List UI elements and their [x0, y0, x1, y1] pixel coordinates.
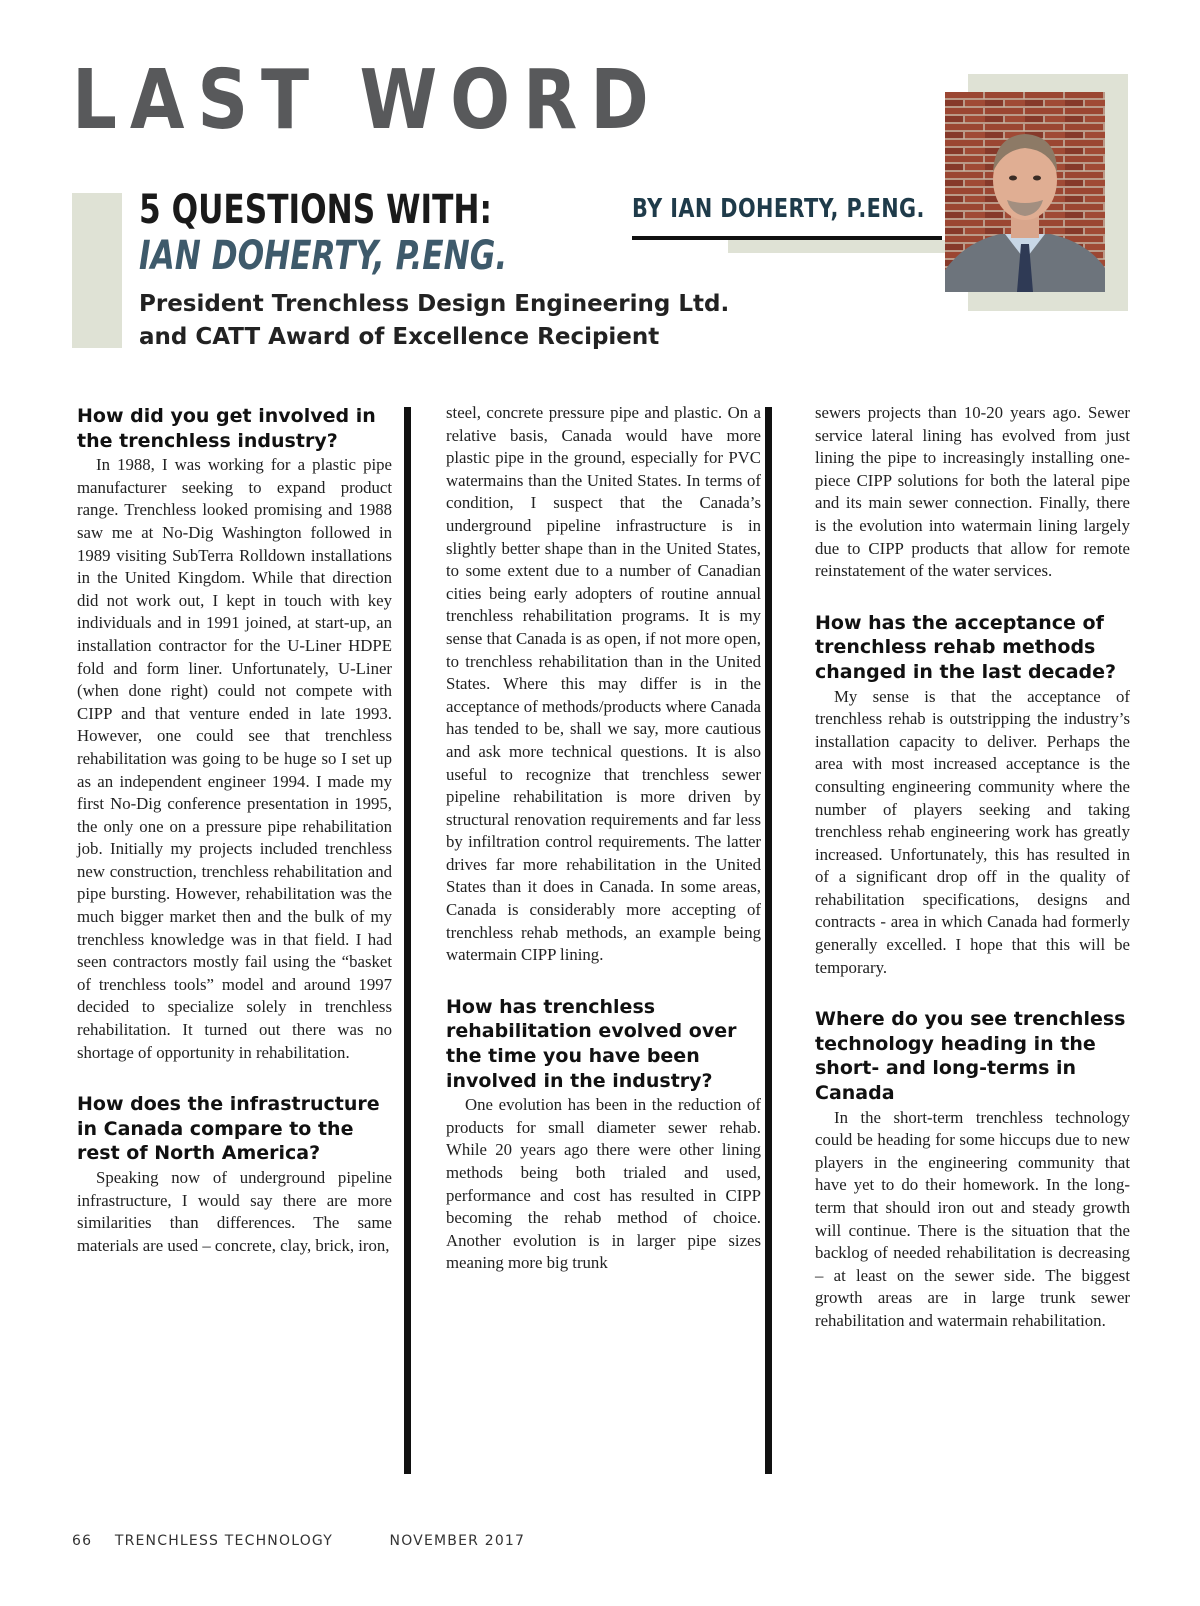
answer-paragraph: Speaking now of underground pipeline infrastructure, I would say there are more similarities than differences. The same materials are used – concrete, clay, brick, iron, [77, 1168, 392, 1255]
title-accent-bar [72, 193, 122, 348]
article-subtitle [139, 288, 779, 354]
question-heading: How does the infrastructure in Canada compare to the rest of North America? [77, 1093, 380, 1165]
question-heading: How did you get involved in the trenchless industry? [77, 405, 376, 452]
answer-paragraph: My sense is that the acceptance of trenchless rehab is outstripping the industry’s installation capacity to deliver. Perhaps the area with most increased acceptance is the consulting engineering community where the number of players seeking and taking trenchless rehab engineering work has greatly increased. Unfortunately, this has resulted in of a significant drop off in the quality of rehabilitation specifications, designs and contracts - area in which Canada had formerly generally excelled. I hope that this will be temporary. [815, 686, 1130, 977]
byline: BY IAN DOHERTY, P.ENG. [632, 194, 925, 224]
publication-name: TRENCHLESS TECHNOLOGY [114, 1533, 334, 1549]
byline-rule [632, 236, 942, 240]
column-divider [765, 407, 772, 1474]
answer-paragraph: In 1988, I was working for a plastic pipe manufacturer seeking to expand product range. Trenchless looked promising and 1988 saw me at No-Dig Washington followed in 1989 visiting SubTerra Rolldown installations in the United Kingdom. While that direction did not work out, I kept in touch with key individuals and in 1991 joined, at start-up, an installation contractor for the U-Liner HDPE fold and form liner. Unfortunately, U-Liner (when done right) could not compete with CIPP and that venture ended in late 1993. However, one could see that trenchless rehabilitation was going to be huge so I set up as an independent engineer 1994. I made my first No-Dig conference presentation in 1995, the only one on a pressure pipe rehabilitation job. Initially my projects included trenchless new construction, trenchless rehabilitation and pipe bursting. However, rehabilitation was the much bigger market then and the bulk of my trenchless knowledge was in that field. I had seen contractors mostly fail using the “basket of trenchless tools” model and around 1997 decided to specialize solely in trenchless rehabilitation. It turned out there was no shortage of opportunity in rehabilitation. [77, 455, 392, 1062]
author-portrait-photo [945, 92, 1105, 292]
page-footer [72, 1533, 525, 1549]
answer-paragraph: In the short-term trenchless technology could be heading for some hiccups due to new players in the engineering community that have yet to do their homework. In the long-term that should iron out and steady growth will continue. There is the situation that the backlog of needed rehabilitation is decreasing – at least on the sewer side. The biggest growth areas are in large trunk sewer rehabilitation and watermain rehabilitation. [815, 1107, 1130, 1330]
answer-paragraph-continued: sewers projects than 10-20 years ago. Sewer service lateral lining has evolved from just lining the pipe to increasingly installing one-piece CIPP solutions for both the lateral pipe and its main sewer connection. Finally, there is the evolution into watermain lining largely due to CIPP products that allow for remote reinstatement of the water services. [815, 403, 1130, 581]
question-heading: Where do you see trenchless technology heading in the short- and long-terms in Canada [815, 1008, 1126, 1105]
answer-paragraph: One evolution has been in the reduction of products for small diameter sewer rehab. While 20 years ago there were other lining methods being both trialed and used, performance and cost has resulted in CIPP becoming the rehab method of choice. Another evolution is in larger pipe sizes meaning more big trunk [446, 1095, 761, 1273]
author-portrait-illustration [945, 92, 1105, 292]
photo-frame-panel-extension [728, 240, 968, 253]
text-column-3 [815, 402, 1130, 1333]
text-column-2 [446, 402, 761, 1275]
text-column-1 [77, 402, 392, 1257]
answer-paragraph-continued: steel, concrete pressure pipe and plastic. On a relative basis, Canada would have more plastic pipe in the ground, especially for PVC watermains than the United States. In terms of condition, I suspect that the Canada’s underground pipeline infrastructure is in slightly better shape than in the United States, to some extent due to a number of Canadian cities being early adopters of routine annual trenchless rehabilitation programs. It is my sense that Canada is as open, if not more open, to trenchless rehabilitation than in the United States. Where this may differ is in the acceptance of methods/products where Canada has tended to be, shall we say, more cautious and ask more technical questions. It is also useful to recognize that trenchless sewer pipeline rehabilitation is more driven by structural renovation requirements and far less by infiltration control requirements. The latter drives far more rehabilitation in the United States than it does in Canada. In some areas, Canada is considerably more accepting of trenchless rehab methods, an example being watermain CIPP lining. [446, 403, 761, 965]
article-title-name: IAN DOHERTY, P.ENG. [139, 233, 508, 279]
question-heading: How has trenchless rehabilitation evolved over the time you have been involved in the industry? [446, 995, 737, 1092]
subtitle-line: and CATT Award of Excellence Recipient [139, 324, 660, 350]
question-heading: How has the acceptance of trenchless rehab methods changed in the last decade? [815, 611, 1117, 683]
issue-date: NOVEMBER 2017 [389, 1533, 526, 1549]
subtitle-line: President Trenchless Design Engineering Ltd. [139, 291, 730, 317]
column-divider [404, 407, 411, 1474]
page-number: 66 [72, 1533, 93, 1549]
article-title: 5 QUESTIONS WITH: [139, 187, 492, 233]
section-label: LAST WORD [72, 53, 662, 148]
